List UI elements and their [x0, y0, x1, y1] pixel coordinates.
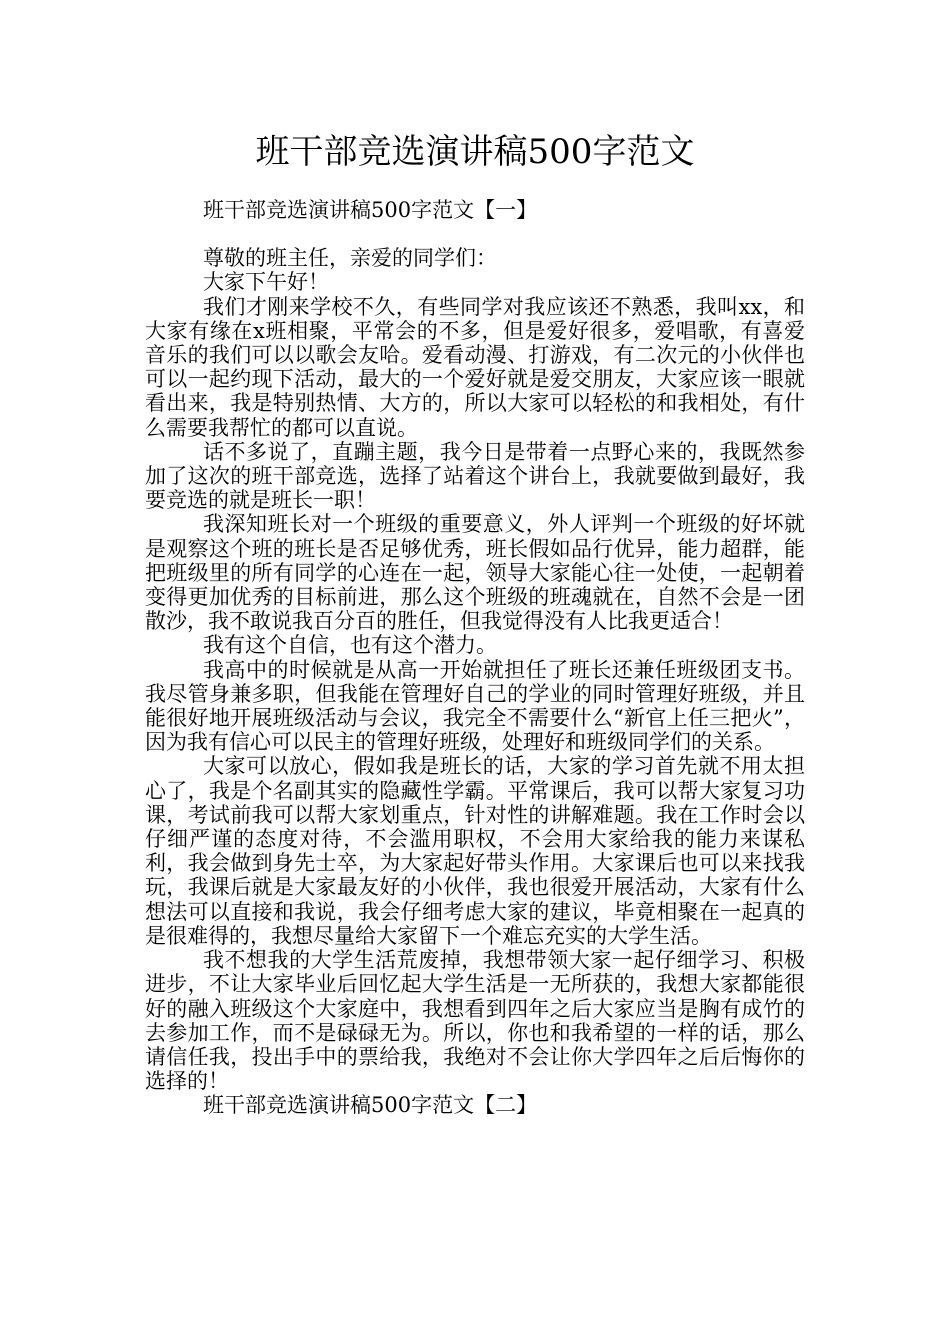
- greeting: 大家下午好！: [203, 270, 329, 295]
- section-heading-1: 班干部竞选演讲稿500字范文【一】: [203, 198, 538, 222]
- paragraph: 我有这个自信，也有这个潜力。: [203, 633, 497, 658]
- section-heading-2: 班干部竞选演讲稿500字范文【二】: [203, 1093, 538, 1118]
- document-title: 班干部竞选演讲稿500字范文: [255, 132, 695, 172]
- paragraph: 我不想我的大学生活荒废掉，我想带领大家一起仔细学习、积极进步，不让大家毕业后回忆起大学生活是一无所获的，我想大家都能很好的融入班级这个大家庭中，我想看到四年之后大家应当是胸有成竹的去参加工作，而不是碌碌无为。所以，你也和我希望的一样的话，那么请信任我，投出手中的票给我，我绝对不会让你大学四年之后后悔你的选择的！: [145, 948, 805, 1094]
- paragraph: 我们才刚来学校不久，有些同学对我应该还不熟悉，我叫xx，和大家有缘在x班相聚，平常会的不多，但是爱好很多，爱唱歌，有喜爱音乐的我们可以以歌会友哈。爱看动漫、打游戏，有二次元的小伙伴也可以一起约现下活动，最大的一个爱好就是爱交朋友，大家应该一眼就看出来，我是特别热情、大方的，所以大家可以轻松的和我相处，有什么需要我帮忙的都可以直说。: [145, 294, 805, 440]
- salutation: 尊敬的班主任，亲爱的同学们：: [203, 246, 497, 271]
- paragraph: 我高中的时候就是从高一开始就担任了班长还兼任班级团支书。我尽管身兼多职，但我能在管理好自己的学业的同时管理好班级，并且能很好地开展班级活动与会议，我完全不需要什么“新官上任三把火”，因为我有信心可以民主的管理好班级，处理好和班级同学们的关系。: [145, 657, 805, 755]
- document-body: [145, 198, 805, 1118]
- paragraph: 我深知班长对一个班级的重要意义，外人评判一个班级的好坏就是观察这个班的班长是否足够优秀，班长假如品行优异，能力超群，能把班级里的所有同学的心连在一起，领导大家能心往一处使，一起朝着变得更加优秀的目标前进，那么这个班级的班魂就在，自然不会是一团散沙，我不敢说我百分百的胜任，但我觉得没有人比我更适合！: [145, 512, 805, 634]
- paragraph: 话不多说了，直蹦主题，我今日是带着一点野心来的，我既然参加了这次的班干部竞选，选择了站着这个讲台上，我就要做到最好，我要竞选的就是班长一职！: [145, 439, 805, 513]
- paragraph: 大家可以放心，假如我是班长的话，大家的学习首先就不用太担心了，我是个名副其实的隐藏性学霸。平常课后，我可以帮大家复习功课，考试前我可以帮大家划重点，针对性的讲解难题。我在工作时会以仔细严谨的态度对待，不会滥用职权，不会用大家给我的能力来谋私利，我会做到身先士卒，为大家起好带头作用。大家课后也可以来找我玩，我课后就是大家最友好的小伙伴，我也很爱开展活动，大家有什么想法可以直接和我说，我会仔细考虑大家的建议，毕竟相聚在一起真的是很难得的，我想尽量给大家留下一个难忘充实的大学生活。: [145, 754, 805, 948]
